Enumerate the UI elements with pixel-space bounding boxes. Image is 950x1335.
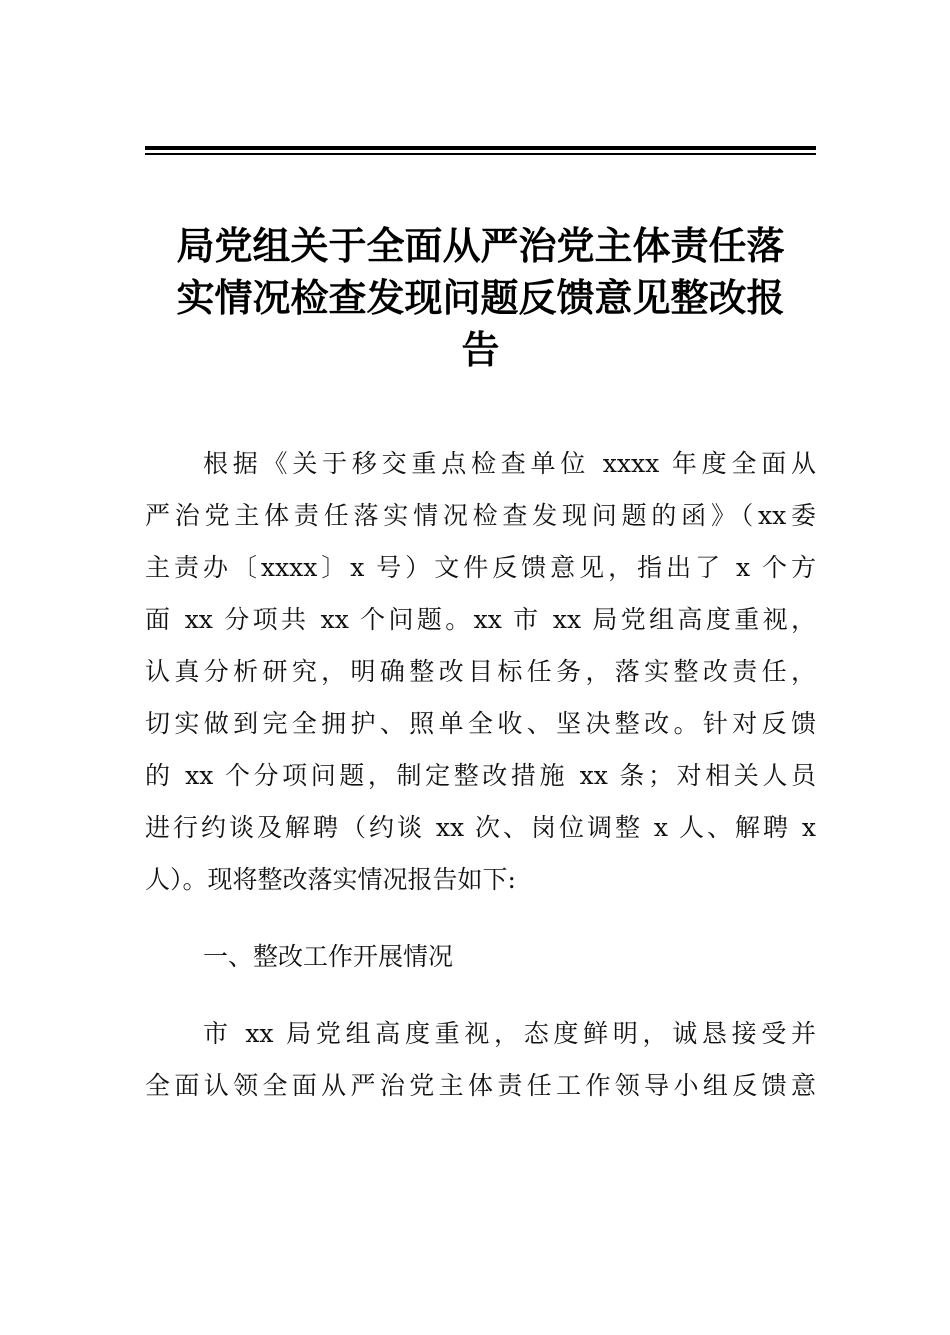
header-rule-thin bbox=[145, 153, 816, 155]
title-line: 局党组关于全面从严治党主体责任落 bbox=[176, 223, 785, 268]
section-heading: 一、整改工作开展情况 bbox=[203, 942, 454, 971]
header-rule-thick bbox=[145, 146, 816, 150]
paragraph-line: 认真分析研究，明确整改目标任务，落实整改责任， bbox=[145, 657, 816, 686]
paragraph-line: 全面认领全面从严治党主体责任工作领导小组反馈意 bbox=[145, 1071, 816, 1100]
paragraph-line: 根据《关于移交重点检查单位 xxxx 年度全面从 bbox=[203, 449, 816, 478]
title-line: 实情况检查发现问题反馈意见整改报 bbox=[176, 275, 785, 320]
paragraph-line: 的 xx 个分项问题，制定整改措施 xx 条；对相关人员 bbox=[145, 761, 816, 790]
paragraph-line: 面 xx 分项共 xx 个问题。xx 市 xx 局党组高度重视， bbox=[145, 605, 816, 634]
paragraph-line: 进行约谈及解聘（约谈 xx 次、岗位调整 x 人、解聘 x bbox=[145, 813, 816, 842]
document-body bbox=[145, 438, 816, 1112]
paragraph-gap bbox=[145, 983, 816, 1008]
paragraph-line: 人）。现将整改落实情况报告如下: bbox=[145, 865, 516, 894]
paragraph-line: 主责办〔xxxx〕x 号）文件反馈意见，指出了 x 个方 bbox=[145, 553, 816, 582]
paragraph-line: 严治党主体责任落实情况检查发现问题的函》（xx委 bbox=[145, 501, 816, 530]
document-title bbox=[145, 220, 816, 376]
paragraph-gap bbox=[145, 906, 816, 931]
paragraph-intro bbox=[145, 438, 816, 906]
paragraph-section1 bbox=[145, 1008, 816, 1112]
paragraph-line: 切实做到完全拥护、照单全收、坚决整改。针对反馈 bbox=[145, 709, 816, 738]
title-line: 告 bbox=[461, 327, 500, 372]
paragraph-line: 市 xx 局党组高度重视，态度鲜明，诚恳接受并 bbox=[203, 1019, 816, 1048]
